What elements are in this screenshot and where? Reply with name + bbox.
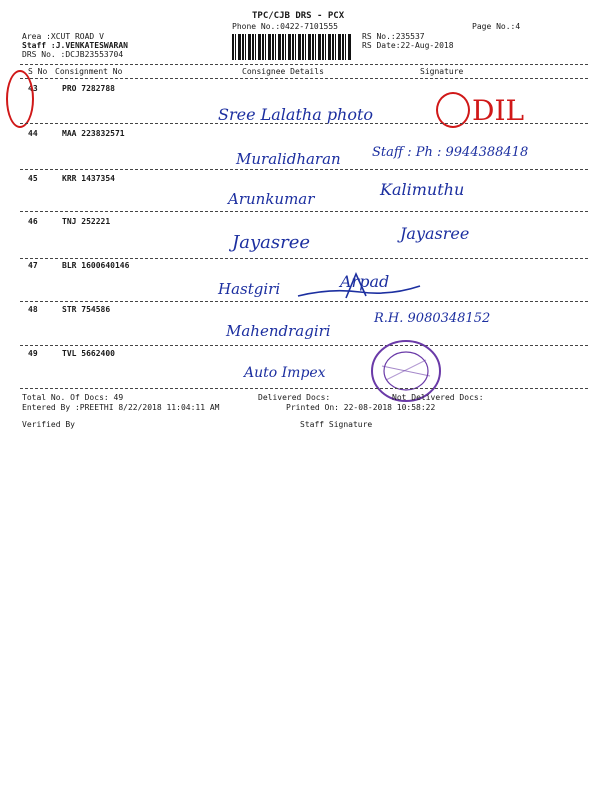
row-divider <box>20 301 588 302</box>
row-consignee-handwriting: Sree Lalatha photo <box>218 105 374 124</box>
row-consignment: BLR 1600640146 <box>62 261 130 270</box>
row-consignee-handwriting: Jayasree <box>232 232 310 253</box>
row-sno: 48 <box>28 305 38 314</box>
row-sno: 45 <box>28 174 38 183</box>
not-delivered-docs: Not Delivered Docs: <box>392 393 484 402</box>
row-sno: 49 <box>28 349 38 358</box>
rs-date: RS Date:22-Aug-2018 <box>362 41 454 50</box>
staff-signature: Staff Signature <box>300 420 373 429</box>
row-signature-handwriting: DIL <box>472 94 525 127</box>
row-signature-handwriting: Kalimuthu <box>380 180 465 199</box>
row-signature-handwriting: Staff : Ph : 9944388418 <box>372 145 529 160</box>
row-signature-handwriting: Arpad <box>340 272 390 291</box>
row-consignment: MAA 223832571 <box>62 129 125 138</box>
row-consignee-handwriting: Hastgiri <box>218 280 281 298</box>
row-sno: 43 <box>28 84 38 93</box>
row-consignee-handwriting: Mahendragiri <box>226 322 331 340</box>
row-consignee-handwriting: Muralidharan <box>236 150 341 168</box>
row-sno: 44 <box>28 129 38 138</box>
header-divider-top <box>20 64 588 65</box>
printed-on: Printed On: 22-08-2018 10:58:22 <box>286 403 436 412</box>
row-consignment: STR 754586 <box>62 305 111 314</box>
verified-by: Verified By <box>22 420 75 429</box>
row-signature-handwriting: Jayasree <box>400 224 470 243</box>
column-signature: Signature <box>420 67 464 76</box>
row-consignment: PRO 7282788 <box>62 84 115 93</box>
column-consignee: Consignee Details <box>242 67 324 76</box>
header-divider-bottom <box>20 78 588 79</box>
column-consignment: Consignment No <box>55 67 123 76</box>
row-signature-handwriting: R.H. 9080348152 <box>374 311 491 326</box>
barcode <box>232 34 352 60</box>
row-consignment: TVL 5662400 <box>62 349 115 358</box>
document-title: TPC/CJB DRS - PCX <box>252 11 345 21</box>
signature-scribble <box>290 268 430 304</box>
area-field: Area :XCUT ROAD V <box>22 32 104 41</box>
red-row-mark <box>6 70 34 128</box>
drs-number: DRS No. :DCJB23553704 <box>22 50 124 59</box>
row-divider <box>20 211 588 212</box>
row-sno: 46 <box>28 217 38 226</box>
staff-field: Staff :J.VENKATESWARAN <box>22 41 128 50</box>
delivered-docs: Delivered Docs: <box>258 393 331 402</box>
footer-divider <box>20 388 588 389</box>
row-consignee-handwriting: Auto Impex <box>244 365 326 381</box>
row-sno: 47 <box>28 261 38 270</box>
total-docs: Total No. Of Docs: 49 <box>22 393 124 402</box>
row-consignment: KRR 1437354 <box>62 174 115 183</box>
column-sno: S No <box>28 67 48 76</box>
row-divider <box>20 169 588 170</box>
row-consignee-handwriting: Arunkumar <box>228 190 315 208</box>
row-consignment: TNJ 252221 <box>62 217 111 226</box>
rs-number: RS No.:235537 <box>362 32 425 41</box>
row-divider <box>20 258 588 259</box>
phone-number: Phone No.:0422-7101555 <box>232 22 338 31</box>
row-divider <box>20 345 588 346</box>
page-number: Page No.:4 <box>472 22 521 31</box>
entered-by: Entered By :PREETHI 8/22/2018 11:04:11 AM <box>22 403 220 412</box>
row-divider <box>20 123 588 124</box>
